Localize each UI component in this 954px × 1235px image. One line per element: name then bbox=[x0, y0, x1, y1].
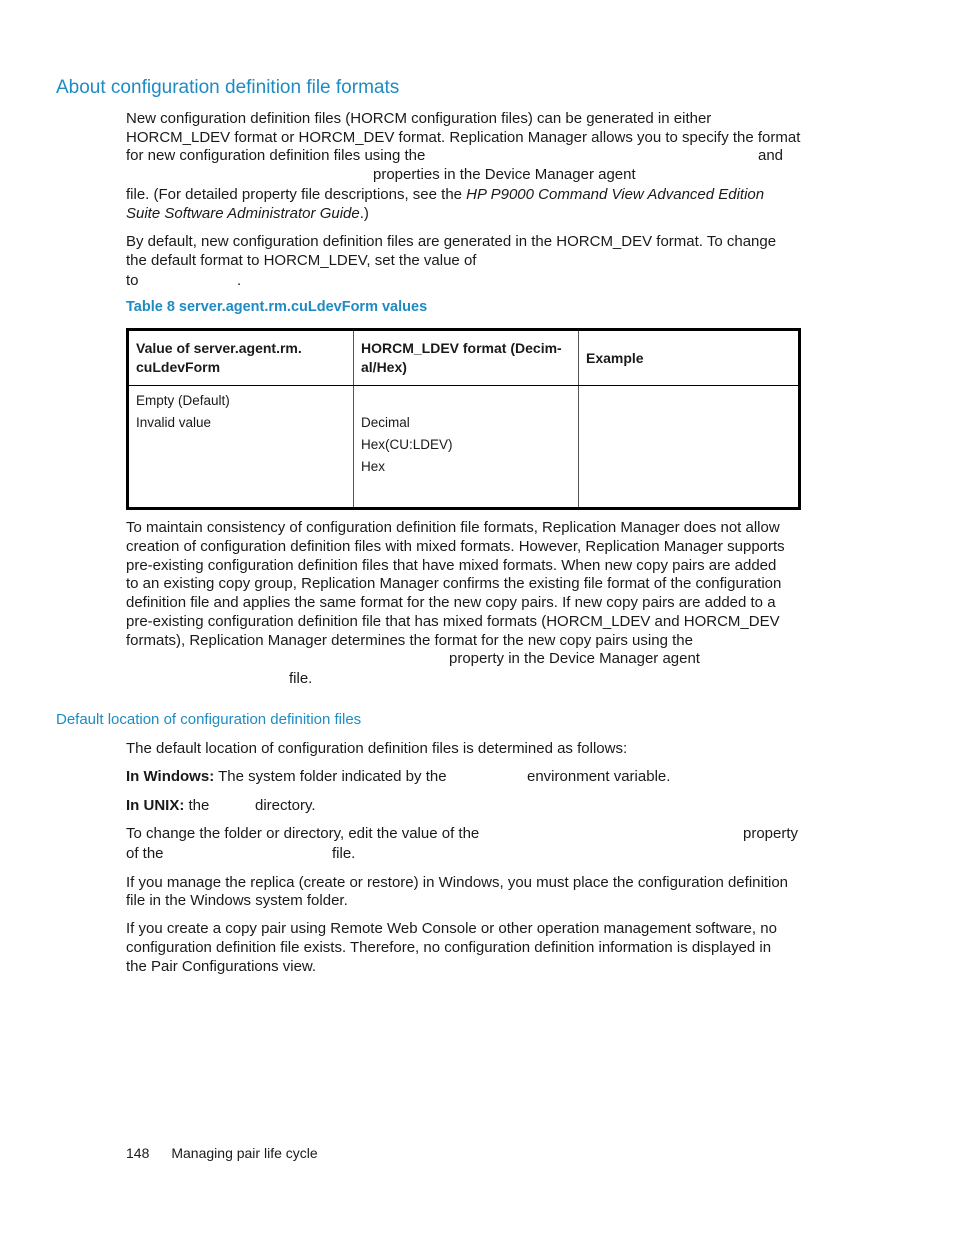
para4: The default location of configuration definition files is determined as follows: bbox=[126, 740, 628, 757]
para3-line: To maintain consistency of configuration definition file formats, Replication Manager does not allow bbox=[126, 519, 780, 536]
cell-format-hex-cu-ldev: Hex(CU:LDEV) bbox=[361, 437, 453, 452]
table-cell-example bbox=[579, 386, 800, 509]
para1-line6-end: .) bbox=[359, 205, 369, 222]
para3-line9: file. bbox=[289, 670, 313, 687]
para3-line: pre-existing configuration definition file that has mixed formats (HORCM_LDEV and HORCM_DEV bbox=[126, 613, 780, 630]
para1-line5 bbox=[126, 185, 764, 204]
guide-title-part1: HP P9000 Command View Advanced Edition bbox=[466, 186, 765, 203]
para3-line: to an existing copy group, Replication Manager confirms the existing file format of the configuration bbox=[126, 575, 782, 592]
footer-section: Managing pair life cycle bbox=[171, 1145, 318, 1161]
header-value-label: Value of server.agent.rm. cuLdevForm bbox=[136, 340, 302, 375]
para1-line5-text: file. (For detailed property file descriptions, see the bbox=[126, 186, 467, 203]
para6-line: file in the Windows system folder. bbox=[126, 892, 348, 909]
para3-line: formats), Replication Manager determines the format for the new copy pairs using the bbox=[126, 632, 693, 649]
unix-text-end: directory. bbox=[255, 797, 316, 814]
table-cell-values bbox=[128, 386, 354, 509]
windows-line bbox=[126, 767, 447, 786]
cell-value-invalid: Invalid value bbox=[136, 415, 212, 430]
subsection-heading: Default location of configuration definition files bbox=[56, 711, 362, 728]
para1-line2: HORCM_LDEV format or HORCM_DEV format. Replication Manager allows you to specify the format bbox=[126, 129, 801, 146]
table-header-format bbox=[354, 330, 579, 386]
cell-format-decimal: Decimal bbox=[361, 415, 410, 430]
header-example-label: Example bbox=[586, 349, 644, 366]
para5-line2a: of the bbox=[126, 845, 164, 862]
para3-line: creation of configuration definition files with mixed formats. However, Replication Manager supports bbox=[126, 538, 785, 555]
table-cell-formats bbox=[354, 386, 579, 509]
para1-line3b: and bbox=[758, 147, 784, 164]
para2-line3b: . bbox=[237, 272, 242, 289]
header-format-label: HORCM_LDEV format (Decim- al/Hex) bbox=[361, 340, 562, 375]
page-number: 148 bbox=[126, 1145, 150, 1161]
unix-text: the bbox=[188, 797, 210, 814]
para1-line4: properties in the Device Manager agent bbox=[373, 166, 636, 183]
cell-value-empty: Empty (Default) bbox=[136, 393, 230, 408]
windows-text: The system folder indicated by the bbox=[218, 768, 447, 785]
windows-label: In Windows: bbox=[126, 768, 215, 785]
para1-line6 bbox=[126, 204, 369, 223]
unix-label: In UNIX: bbox=[126, 797, 185, 814]
para1-line3a: for new configuration definition files using the bbox=[126, 147, 426, 164]
para3-line: pre-existing configuration definition files that have mixed formats. When new copy pairs are added bbox=[126, 557, 777, 574]
windows-text-end: environment variable. bbox=[527, 768, 671, 785]
guide-title-part2: Suite Software Administrator Guide bbox=[126, 205, 360, 222]
para3-line: definition file and applies the same format for the new copy pairs. If new copy pairs are added to a bbox=[126, 594, 776, 611]
para5-line1a: To change the folder or directory, edit the value of the bbox=[126, 825, 480, 842]
table-caption: Table 8 server.agent.rm.cuLdevForm values bbox=[126, 299, 428, 315]
cell-format-hex: Hex bbox=[361, 459, 386, 474]
para3-line8: property in the Device Manager agent bbox=[449, 650, 700, 667]
para7-line: If you create a copy pair using Remote Web Console or other operation management software, no bbox=[126, 920, 777, 937]
para5-line2b: file. bbox=[332, 845, 356, 862]
para7-line: configuration definition file exists. Therefore, no configuration definition information is displayed in bbox=[126, 939, 772, 956]
para2-line3a: to bbox=[126, 272, 139, 289]
para6-line: If you manage the replica (create or restore) in Windows, you must place the configuration definition bbox=[126, 874, 789, 891]
table-header-example bbox=[579, 330, 800, 386]
values-table bbox=[126, 328, 801, 510]
unix-line bbox=[126, 796, 209, 815]
section-heading: About configuration definition file formats bbox=[56, 77, 400, 98]
table-header-value bbox=[128, 330, 354, 386]
para2-line2: the default format to HORCM_LDEV, set the value of bbox=[126, 252, 477, 269]
para7-line: the Pair Configurations view. bbox=[126, 958, 317, 975]
table-row bbox=[128, 386, 800, 509]
para2-line1: By default, new configuration definition files are generated in the HORCM_DEV format. To change bbox=[126, 233, 777, 250]
para1-line1: New configuration definition files (HORCM configuration files) can be generated in either bbox=[126, 110, 712, 127]
page-footer bbox=[126, 1145, 318, 1161]
table-header-row bbox=[128, 330, 800, 386]
para5-line1b: property bbox=[743, 825, 799, 842]
